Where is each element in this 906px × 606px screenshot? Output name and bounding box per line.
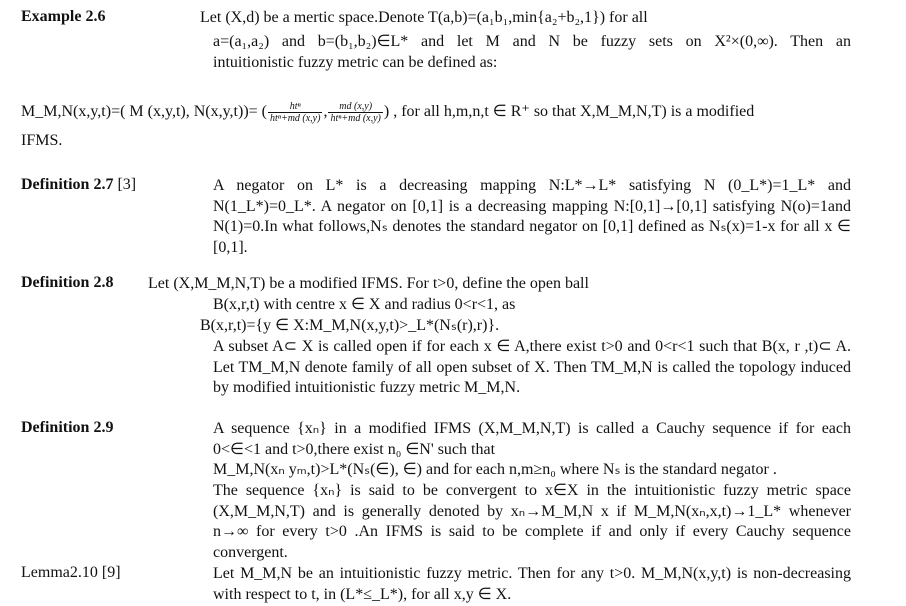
fraction-1-denominator: htⁿ+md (x,y) [270, 112, 321, 124]
example-2-6-line-2: a=(a₁,a₂) and b=(b₁,b₂)∈L* and let M and N be fuzzy sets on X²×(0,∞). Then an [213, 33, 851, 50]
lemma-2-10-reference: [9] [101, 564, 121, 581]
definition-2-9-line-mid: M_M,N(xₙ yₘ,t)>L*(Nₛ(∈), ∈) and for each n,m≥n₀ where Nₛ is the standard negator . [213, 461, 777, 478]
example-2-6-formula [21, 100, 891, 124]
definition-2-7-label: Definition 2.7 [3] [21, 176, 137, 193]
formula-rhs: , for all h,m,n,t ∈ R⁺ so that X,M_M,N,T) is a modified [393, 103, 755, 120]
definition-2-7-text: A negator on L* is a decreasing mapping N:L*→L* satisfying N (0_L*)=1_L* and N(1_L*)=0_L*. A negator on [0,1] is a decreasing mapping N:[0,1]→[0,1] satisfying N(o)=1and N(1)=0.In what follows,Nₛ denotes the standard negator on [0,1] defined as Nₛ(x)=1-x for all x ∈ [0,1]. [213, 177, 851, 256]
example-2-6-formula-tail: IFMS. [21, 132, 63, 149]
definition-2-8-line-3: B(x,r,t)={y ∈ X:M_M,N(x,y,t)>_L*(Nₛ(r),r)}. [200, 317, 500, 334]
lemma-2-10-label: Lemma2.10 [9] [21, 564, 121, 581]
definition-2-8-label: Definition 2.8 [21, 274, 114, 291]
fraction-2 [328, 101, 382, 124]
fraction-1-numerator: htⁿ [289, 100, 301, 112]
fraction-2-denominator: htⁿ+md (x,y) [330, 112, 381, 124]
example-2-6-label: Example 2.6 [21, 8, 106, 25]
definition-2-7-reference: [3] [117, 176, 137, 193]
fraction-separator: , [323, 103, 328, 120]
definition-2-9-paragraph-2: The sequence {xₙ} is said to be convergent to x∈X in the intuitionistic fuzzy metric space (X,M_M,N,T) and is generally denoted by xₙ→M_M,N x if M_M,N(xₙ,x,t)→1_L* whenever n→∞ for every t>0 .An IFMS is said to be complete if and only if every Cauchy sequence convergent. [213, 482, 851, 561]
example-2-6-line-3: intuitionistic fuzzy metric can be defined as: [213, 54, 498, 71]
definition-2-8-line-2: B(x,r,t) with centre x ∈ X and radius 0<r<1, as [213, 296, 516, 313]
definition-2-8-paragraph: A subset A⊂ X is called open if for each x ∈ A,there exist t>0 and 0<r<1 such that B(x, r ,t)⊂ A. Let TM_M,N denote family of all open subset of X. Then TM_M,N is called the topology induced by modified intuitionistic fuzzy metric M_M,N. [213, 338, 851, 396]
definition-2-9-paragraph-1: A sequence {xₙ} in a modified IFMS (X,M_M,N,T) is called a Cauchy sequence if for each 0<∈<1 and t>0,there exist n₀ ∈N' such that [213, 420, 851, 458]
fraction-2-numerator: md (x,y) [339, 100, 373, 112]
definition-2-8-line-1: Let (X,M_M,N,T) be a modified IFMS. For t>0, define the open ball [148, 275, 589, 292]
definition-2-9-label: Definition 2.9 [21, 419, 114, 436]
fraction-1 [268, 101, 322, 124]
lemma-2-10-text: Let M_M,N be an intuitionistic fuzzy metric. Then for any t>0. M_M,N(x,y,t) is non-decreasing with respect to t, in (L*≤_L*), for all x,y ∈ X. [213, 565, 851, 603]
formula-lhs: M_M,N(x,y,t)=( M (x,y,t), N(x,y,t))= ( [21, 103, 268, 120]
formula-close-paren: ) [383, 103, 390, 120]
example-2-6-line-1: Let (X,d) be a mertic space.Denote T(a,b)=(a₁b₁,min{a₂+b₂,1}) for all [200, 9, 648, 26]
